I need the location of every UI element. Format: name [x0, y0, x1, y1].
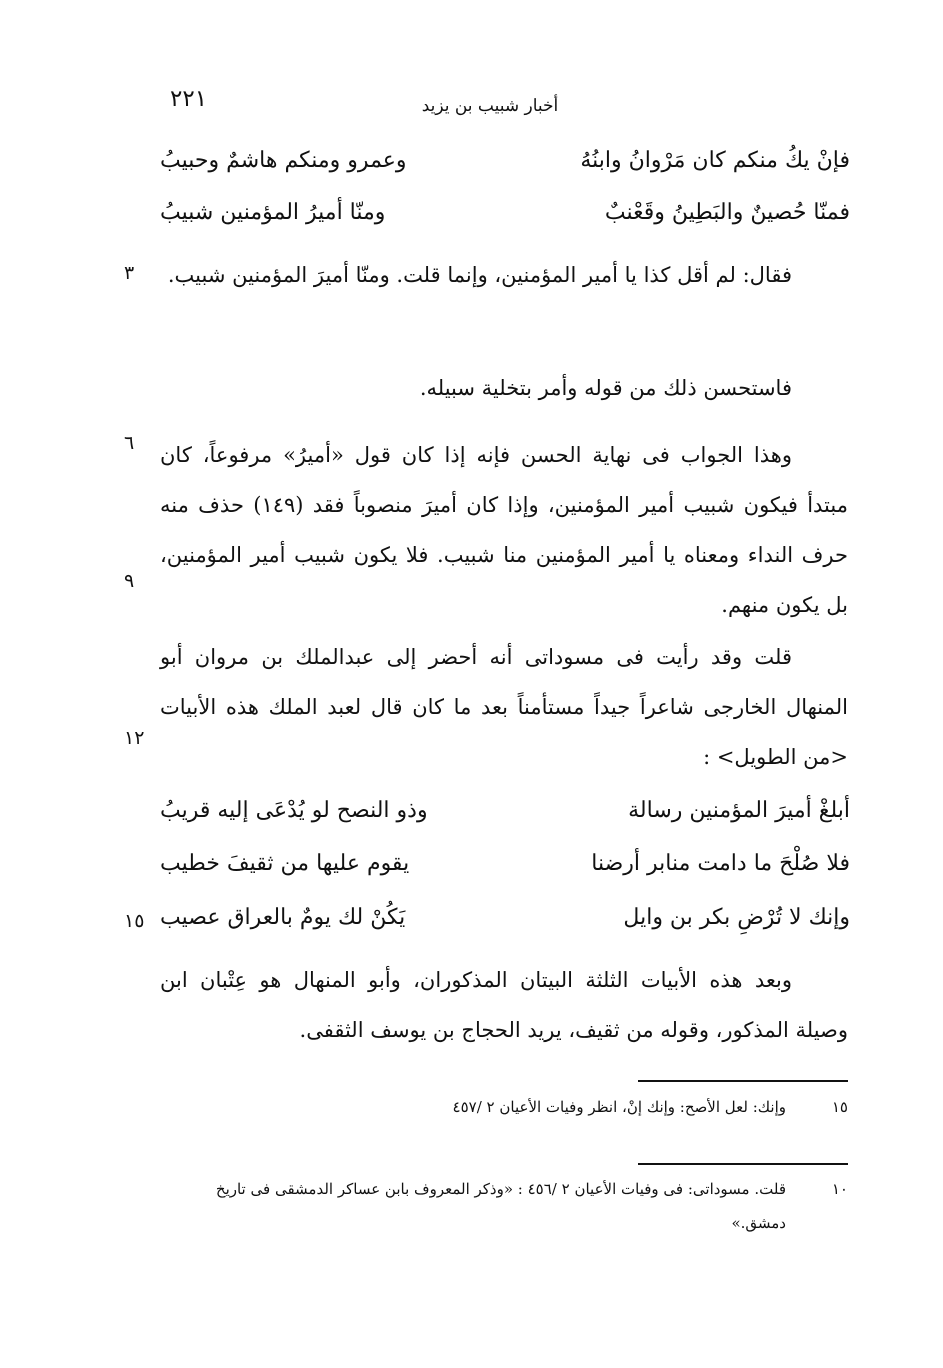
verse-line	[160, 798, 850, 838]
margin-line-number: ٦	[124, 432, 135, 454]
margin-line-number: ١٢	[124, 727, 145, 749]
margin-line-number: ٩	[124, 570, 135, 592]
footnote-text: وإنك: لعل الأصح: وإنك إنْ، انظر وفيات الأعيان ٢ /٤٥٧	[452, 1098, 786, 1116]
margin-line-number: ٣	[124, 262, 135, 284]
paragraph	[160, 363, 848, 413]
verse-line	[160, 148, 850, 188]
verse-line	[160, 851, 850, 891]
verse-second-hemistich: وذو النصح لو يُدْعَى إليه قريبُ	[160, 798, 428, 823]
page-number: ٢٢١	[170, 86, 208, 112]
footnote-number: ١٠	[831, 1180, 848, 1198]
closing-paragraph	[160, 955, 848, 1055]
verse-first-hemistich: فلا صُلْحَ ما دامت منابر أرضنا	[591, 851, 850, 876]
footnote	[160, 1172, 848, 1240]
paragraph	[160, 250, 848, 300]
verse-first-hemistich: فمنّا حُصينٌ والبَطِينُ وقَعْنبٌ	[604, 200, 850, 225]
paragraph	[160, 430, 848, 630]
footnote-rule	[638, 1080, 848, 1082]
verse-second-hemistich: يَكُنْ لك يومٌ بالعراق عصيب	[160, 905, 406, 930]
paragraph	[160, 632, 848, 782]
verse-line	[160, 200, 850, 240]
verse-first-hemistich: وإنك لا تُرْضِ بكر بن وايل	[623, 905, 850, 930]
footnote-number: ١٥	[831, 1098, 848, 1116]
verse-line	[160, 905, 850, 945]
paragraph-text: فقال: لم أقل كذا يا أمير المؤمنين، وإنما قلت. ومنّا أميرَ المؤمنين شبيب.	[167, 263, 792, 287]
verse-second-hemistich: يقوم عليها من ثقيفَ خطيب	[160, 851, 410, 876]
footnote-rule	[638, 1163, 848, 1165]
verse-second-hemistich: وعمرو ومنكم هاشمٌ وحبيبُ	[160, 148, 407, 173]
verse-first-hemistich: فإنْ يكُ منكم كان مَرْوانُ وابنُهُ	[580, 148, 850, 173]
running-title: أخبار شبيب بن يزيد	[421, 96, 559, 116]
footnote-text: قلت. مسوداتى: فى وفيات الأعيان ٢ /٤٥٦ : «وذكر المعروف بابن عساكر الدمشقى فى تاريخ دمشق.»	[215, 1180, 786, 1232]
paragraph-text: فاستحسن ذلك من قوله وأمر بتخلية سبيله.	[419, 376, 792, 400]
margin-line-number: ١٥	[124, 910, 145, 932]
verse-first-hemistich: أبلغْ أميرَ المؤمنين رسالة	[628, 798, 850, 823]
paragraph-text: قلت وقد رأيت فى مسوداتى أنه أحضر إلى عبدالملك بن مروان أبو المنهال الخارجى شاعراً جيداً مستأمناً بعد ما كان قال لعبد الملك هذه الأبيات <من الطويل> :	[160, 645, 848, 769]
paragraph-text: وهذا الجواب فى نهاية الحسن فإنه إذا كان قول «أميرُ» مرفوعاً، كان مبتدأ فيكون شبيب أمير المؤمنين، وإذا كان أميرَ منصوباً فقد (١٤٩) حذف منه حرف النداء ومعناه يا أمير المؤمنين منا شبيب. فلا يكون شبيب أمير المؤمنين، بل يكون منهم.	[160, 443, 848, 617]
footnote	[160, 1090, 848, 1124]
paragraph-text: وبعد هذه الأبيات الثلثة البيتان المذكوران، وأبو المنهال هو عِتْبان ابن وصيلة المذكور، وقوله من ثقيف، يريد الحجاج بن يوسف الثقفى.	[160, 968, 848, 1042]
verse-second-hemistich: ومنّا أميرُ المؤمنين شبيبُ	[160, 200, 386, 225]
